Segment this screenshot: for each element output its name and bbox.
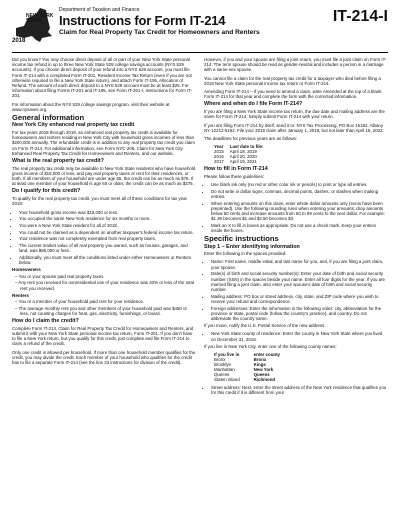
table-cell: New York [253,367,274,373]
heading-qualify: Do I qualify for this credit? [12,188,81,195]
enhanced-paragraph: For tax years 2018 through 2019, an enhanced real property tax credit is available for homeowners and renters residing in New York City with household gross incomes of less than $200,000 annually. The refundable credit is in addition to any real property tax credit you claim on Form IT-214. For additional information, see Form NYC-208, Claim for New York City Enhanced Real Property Tax Credit for Homeowners and Renters, and our website. [12,129,195,156]
table-cell: Brooklyn [214,362,232,368]
page-subtitle: Claim for Real Property Tax Credit for Homeowners and Renters [59,29,260,36]
joint-claim-paragraph: However, if you and your spouse are filing a joint return, you must file a joint claim on Form IT-214. The term spouse should be read as gender-neutral and includes a person in a marriage with a same-sex spouse. [204,57,387,73]
nyc-note: If you live in New York City, enter one of the following county names: [204,343,337,349]
department-name: Department of Taxation and Finance [59,7,140,13]
where-paragraph-3: The deadlines for previous years are as follows: [204,135,297,141]
deceased-paragraph: You cannot file a claim for the real property tax credit for a taxpayer who died before filing a 2018 New York State personal income tax return or Form IT-214. [204,75,381,86]
table-cell: Manhattan [214,367,235,373]
fill-paragraph: Please follow these guidelines: [204,173,265,179]
table-row [214,377,289,382]
list-item: • You occupied the same New York residence for six months or more. [19,216,196,221]
list-item: • Your household gross income was $18,000 or less. [19,210,196,215]
table-cell: Bronx [253,357,267,363]
intro-paragraph: Did you know? You may choose direct deposit of all or part of your New York State personal income tax refund in up to three New York State 529 college savings accounts (NYS 529 accounts). If you choose direct deposit of your refund into a NYS 529 account, you must file Form IT-214 with a completed Form IT-201, Resident Income Tax Return (even if you are not otherwise required to file a New York State return), and attach Form IT-195, Allocation of Refund. The amount of each direct deposit to a NYS 529 account must be at least $25. For information about filing Forms IT-201 and IT-195, see Form IT-201-I, Instructions for Form IT-201. [12,57,193,99]
tax-year: 2018 [12,38,26,44]
table-cell: Richmond [253,377,276,383]
table-cell: 2016 [214,154,224,160]
where-paragraph-2: If you are filing Form IT-214 by itself, send it to: NYS Tax Processing, PO Box 15192, Albany NY 12212-5192. File your 2018 claim after January 1, 2019, but not later than April 15, 2022. [204,122,384,133]
list-item: • You were a New York State resident for all of 2018. [19,223,196,228]
column-header: If you live in [214,352,240,358]
list-item: – The average monthly rent you and other members of your household paid was $450 or less, not counting charges for heat, gas, electricity, furnishings, or board. [20,306,196,316]
heading-what: What is the real property tax credit? [12,157,104,164]
list-item: – You or a member of your household paid rent for your residence. [20,299,196,304]
heading-homeowners: Homeowners [12,267,41,273]
qualify-paragraph: To qualify for the real property tax credit, you must meet all of these conditions for tax year 2018: [12,196,187,207]
list-item: • Name: First name, middle initial, and last name for you, and, if you are filing a joint claim, your spouse. [211,259,388,269]
column-header: enter county [253,352,280,358]
page-title: Instructions for Form IT-214 [59,13,226,28]
table-cell: April 18, 2019 [229,149,257,155]
homeowners-list [12,274,196,291]
deadlines-table [214,144,269,164]
list-item: – You or your spouse paid real property taxes. [20,274,196,279]
list-item: • Foreign addresses: Enter the information in the following order: city, abbreviation for the province or state, postal code (follow the country's practice), and country. Do not abbreviate the country name. [211,306,388,322]
guidelines-list [204,182,388,233]
heading-fill: How to fill in Form IT-214 [204,166,268,173]
right-column [204,57,388,397]
heading-step1: Step 1 – Enter identifying information [204,243,300,250]
column-header: Last date to file: [229,144,264,150]
list-item: • Do not write in dollar signs, commas, decimal points, dashes, or slashes when making entries. [211,189,388,199]
where-paragraph: If you are filing a New York State income tax return, the due date and mailing address are the same for Form IT-214. Simply submit Form IT-214 with your return. [204,109,385,120]
heading-general: General information [12,113,85,123]
logo-text: NEW YORK STATE [26,13,54,24]
list-item: • Mailing address: PO box or street address, city, state, and ZIP code where you wish to receive your refund and correspondence. [211,294,388,304]
header-divider [12,52,388,53]
left-column [12,57,196,368]
heading-specific: Specific instructions [204,234,279,244]
heading-claim: How do I claim the credit? [12,318,79,325]
street-list [204,385,388,395]
table-row [214,159,269,164]
list-item: • Mark an X to fill in boxes as appropriate. Do not use a check mark. Keep your entries inside the boxes. [211,223,388,233]
amending-paragraph: Amending Form IT-214 – If you need to amend a claim, write Amended at the top of a blank Form IT-214 for that year and complete the form with the corrected information. [204,89,382,100]
conditions-list [12,210,196,266]
table-cell: April 20, 2020 [229,154,257,160]
list-item: • Use black ink only (no red or other color ink or pencils) to print or type all entries. [211,182,388,187]
heading-enhanced: New York City enhanced real property tax credit [12,122,135,129]
list-item: • When entering amounts on this claim, enter whole dollar amounts only (zeros have been preprinted). Use the following rounding rules when entering your amounts; drop amounts below 50 cents and increase amounts from 50 to 99 cents to the next dollar. For example: $1.39 becomes $1 and $2.50 becomes $3. [211,201,388,222]
intro-paragraph-2: For information about the NYS 529 college savings program, visit their website at www.nysaves.org. [12,101,170,112]
list-item: • Your residence was not completely exempted from real property taxes. [19,236,196,241]
table-cell: Bronx [214,357,226,363]
table-cell: Kings [253,362,266,368]
list-item: • Street address: Next, enter the street address of the New York residence that qualifies you for this credit if it is different from your [211,385,388,395]
claim-paragraph-2: Only one credit is allowed per household. If more than one household member qualifies for the credit, you may divide the credit. Each member of your household who qualifies for the credit has to file a separate Form IT-214 (see the line 33 instructions for division of the credit). [12,349,196,365]
list-item: • New York State county of residence: Enter the county in New York State where you lived on December 31, 2018. [211,331,388,341]
table-cell: April 19, 2021 [229,159,257,165]
table-cell: Queens [253,372,270,378]
table-cell: 2015 [214,149,224,155]
form-id: IT-214-I [332,8,388,25]
step1-list [204,259,388,321]
heading-renters: Renters [12,292,30,298]
step1-paragraph: Enter the following in the spaces provided. [204,251,287,257]
postal-note: If you move, notify the U.S. Postal Service of the new address. [204,323,326,329]
table-cell: Staten Island [214,377,240,383]
heading-where: Where and when do I file Form IT-214? [204,101,303,108]
claim-paragraph: Complete Form IT-214, Claim for Real Property Tax Credit for Homeowners and Renters, and submit it with your New York State personal income tax return, Form IT-201. If you don't have to file a New York return, but you qualify for this credit, just complete and file Form IT-214 to claim a refund of the credit. [12,325,194,347]
list-item: – Any rent you received for nonresidential use of your residence was 20% or less of the total rent you received. [20,280,196,290]
what-paragraph: The real property tax credit may be available to New York State residents who have household gross income of $18,000 or less, and pay real property taxes or rent for their residences, or both. If all members of your household are under age 65, the credit can be as much as $75. If at least one member of your household is age 65 or older, the credit can be as much as $375. [12,165,196,187]
list-item: • The current market value of all real property you owned, such as houses, garages, and land, was $85,000 or less. [19,243,196,253]
renters-list [12,299,196,316]
county-list [204,331,388,341]
column-header: Year [214,144,224,150]
list-item: • Additionally, you must meet all the conditions listed under either Homeowners or Renters below. [19,255,196,265]
header [12,4,388,52]
county-table [214,352,289,382]
list-item: • Date(s) of birth and social security number(s): Enter your date of birth and social security number (SSN) in the spaces beside your name. Enter all four digits for the year. If you are married filing a joint claim, also enter your spouse's date of birth and social security number. [211,271,388,292]
list-item: • You could not be claimed as a dependent on another taxpayer's federal income tax return. [19,230,196,235]
table-cell: 2017 [214,159,224,165]
table-cell: Queens [214,372,230,378]
